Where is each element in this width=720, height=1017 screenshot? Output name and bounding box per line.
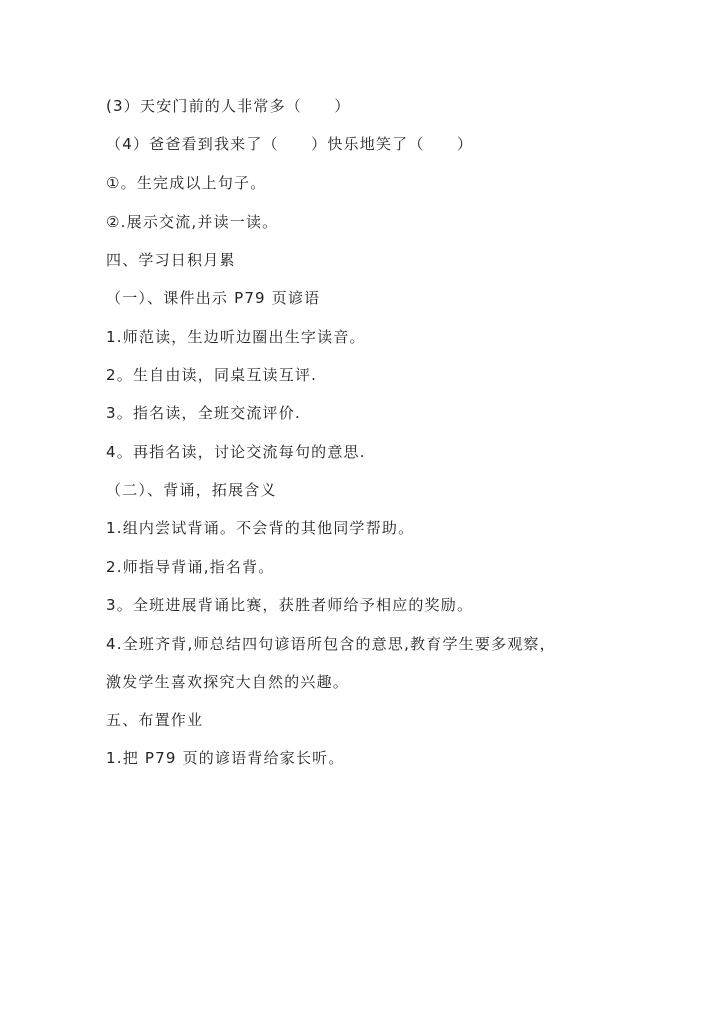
text-line-item-4: 4。再指名读，讨论交流每句的意思. bbox=[106, 443, 366, 461]
text-line-homework-1: 1.把 P79 页的谚语背给家长听。 bbox=[106, 749, 345, 767]
text-line-item-1: 1.师范读，生边听边圈出生字读音。 bbox=[106, 328, 366, 346]
text-line-recite-3: 3。全班进展背诵比赛，获胜者师给予相应的奖励。 bbox=[106, 596, 474, 614]
section-heading-four: 四、学习日积月累 bbox=[106, 251, 236, 269]
subsection-heading-two: （二）、背诵，拓展含义 bbox=[106, 481, 277, 499]
text-line-recite-4-cont: 激发学生喜欢探究大自然的兴趣。 bbox=[106, 673, 350, 691]
text-line-step-2: ②.展示交流,并读一读。 bbox=[106, 213, 279, 231]
text-line-recite-2: 2.师指导背诵,指名背。 bbox=[106, 558, 275, 576]
text-line-item-3: 3。指名读，全班交流评价. bbox=[106, 404, 301, 422]
section-heading-five: 五、布置作业 bbox=[106, 711, 204, 729]
text-line-recite-1: 1.组内尝试背诵。不会背的其他同学帮助。 bbox=[106, 519, 415, 537]
text-line-recite-4: 4.全班齐背,师总结四句谚语所包含的意思,教育学生要多观察， bbox=[106, 635, 556, 653]
text-line-exercise-4: （4）爸爸看到我来了（ ）快乐地笑了（ ） bbox=[106, 135, 474, 153]
text-line-step-1: ①。生完成以上句子。 bbox=[106, 174, 267, 192]
text-line-exercise-3: (3）天安门前的人非常多（ ） bbox=[106, 97, 351, 115]
text-line-item-2: 2。生自由读，同桌互读互评. bbox=[106, 366, 318, 384]
subsection-heading-one: （一）、课件出示 P79 页谚语 bbox=[106, 289, 321, 307]
